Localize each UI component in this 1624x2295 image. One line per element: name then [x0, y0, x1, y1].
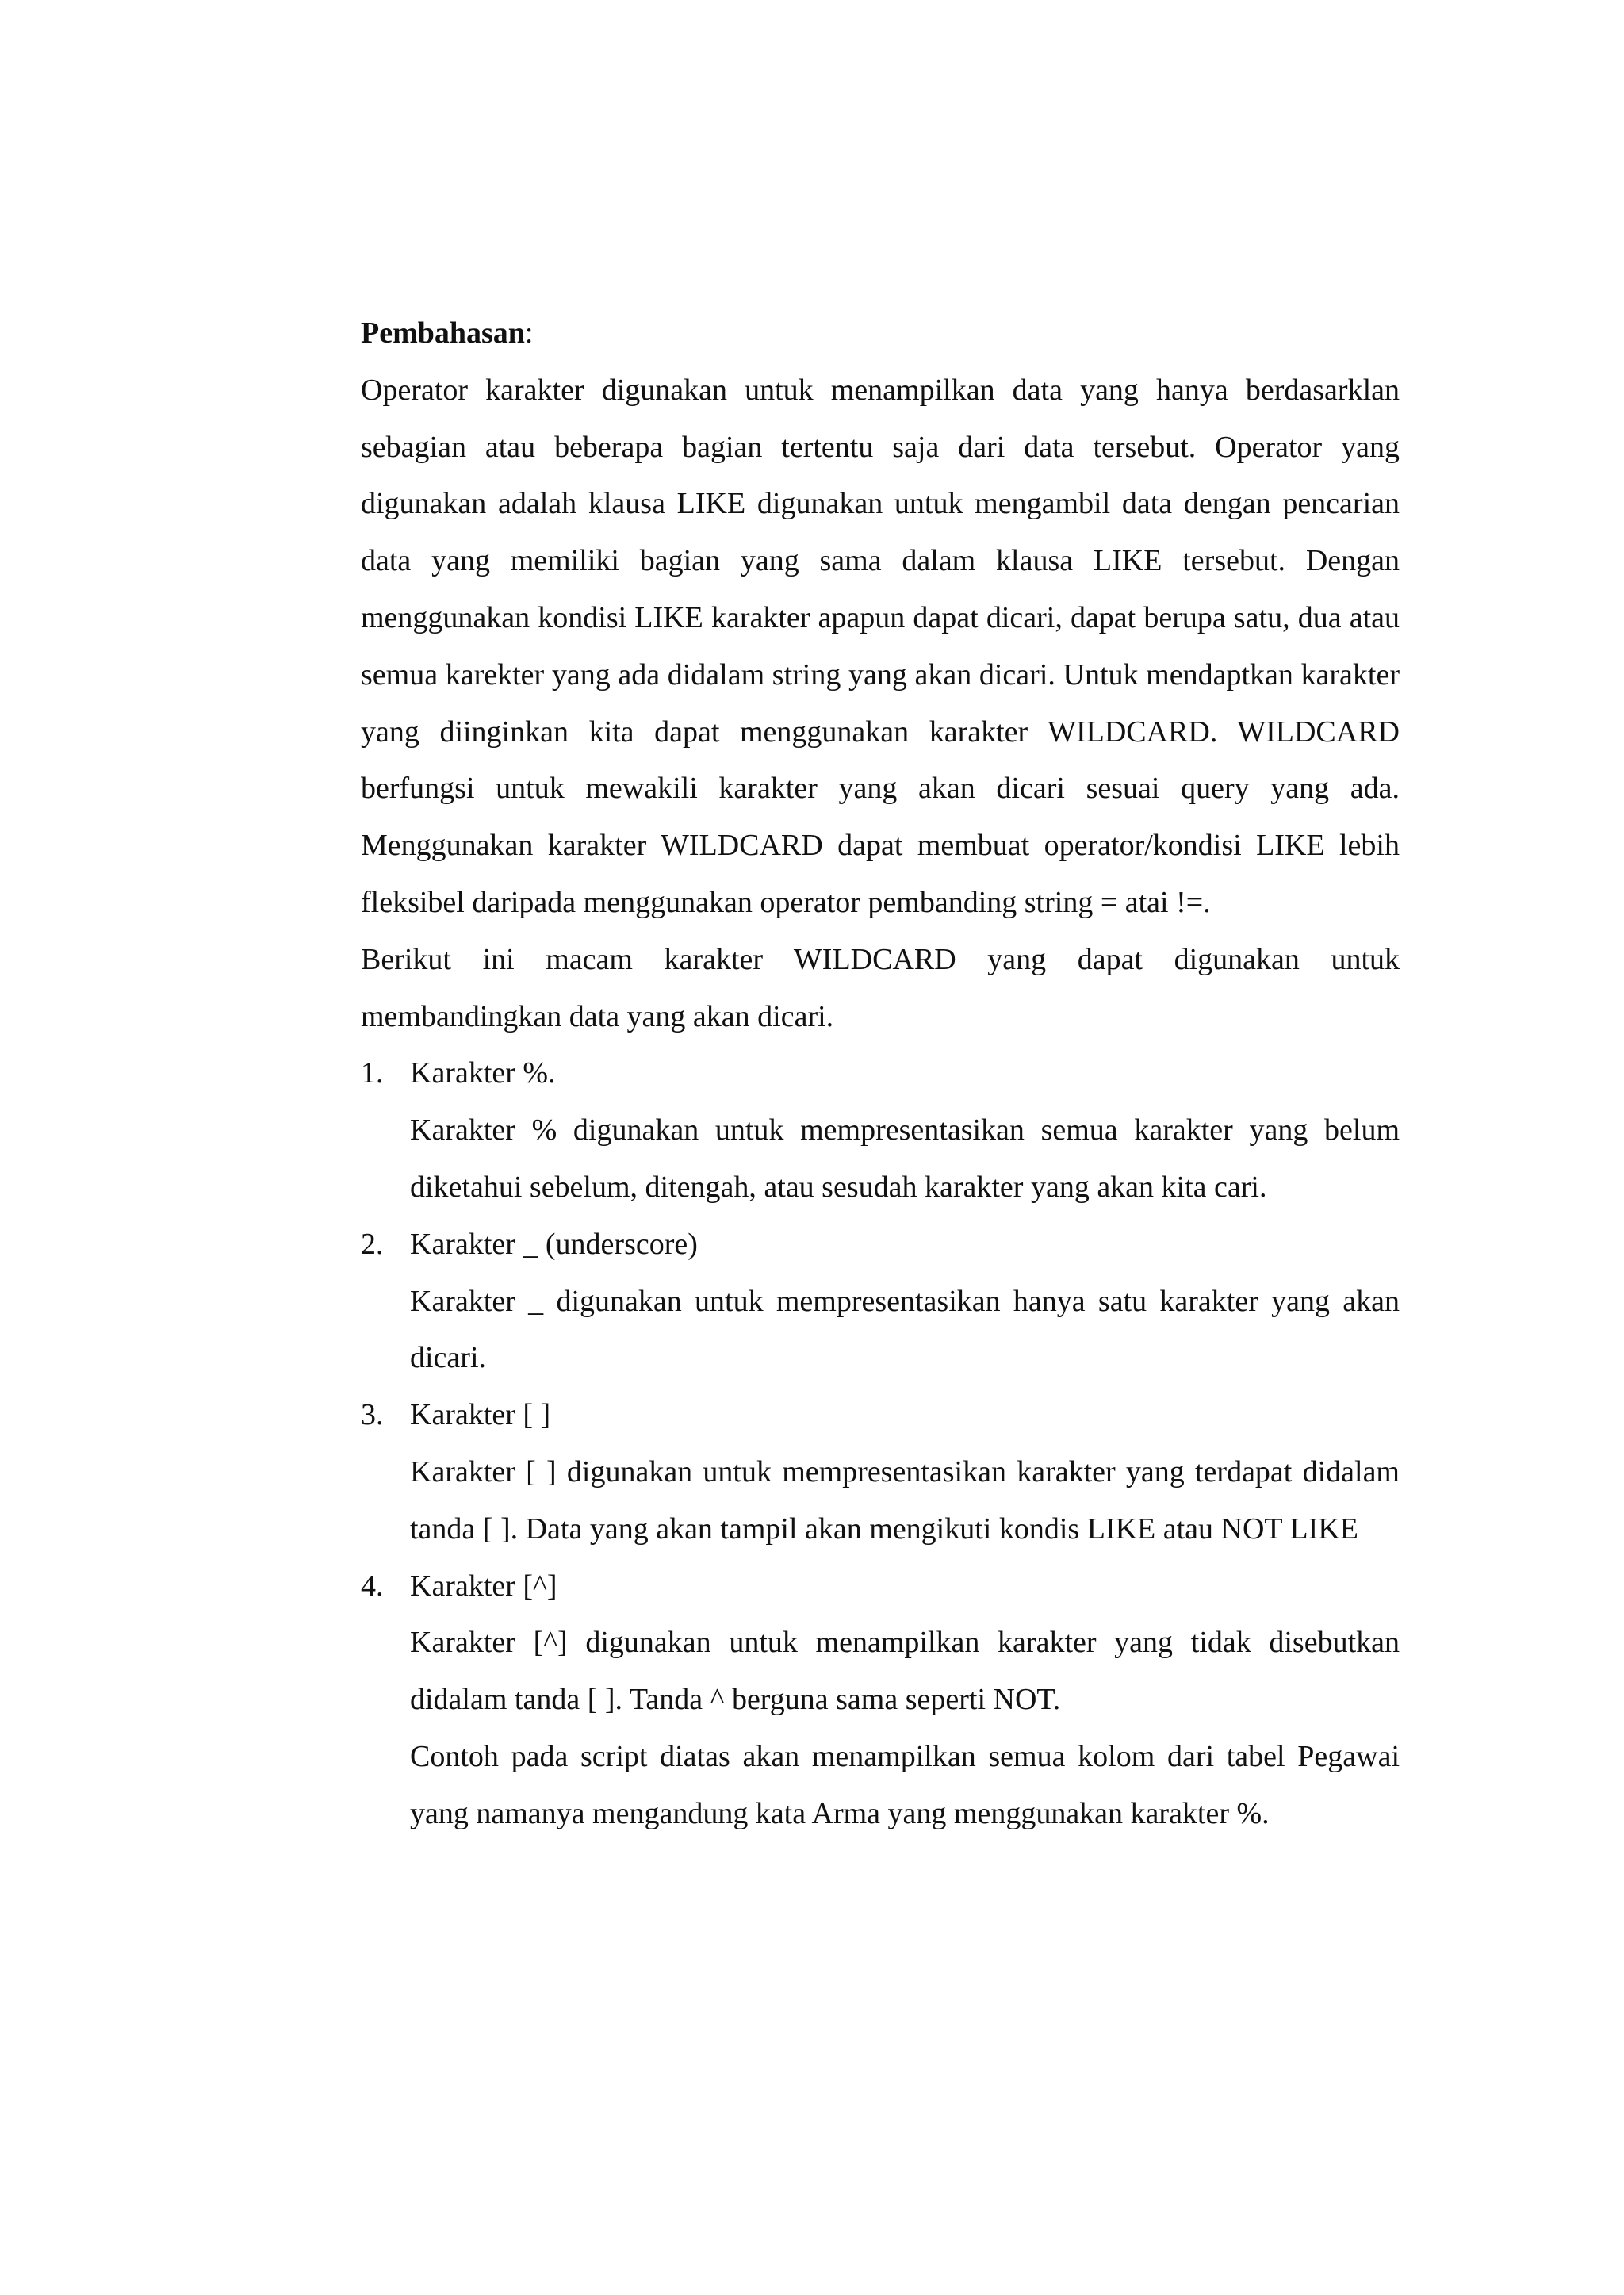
- list-item-number: 1.: [361, 1056, 384, 1090]
- list-item-title: Karakter [ ]: [410, 1398, 551, 1432]
- list-item-title: Karakter %.: [410, 1056, 556, 1090]
- list-item-description: Karakter [ ] digunakan untuk mempresentasikan karakter yang terdapat didalam tanda [ ]. Data yang akan tampil akan mengikuti kondis LIKE atau NOT LIKE: [410, 1454, 1400, 1546]
- list-item-example-note: Contoh pada script diatas akan menampilkan semua kolom dari tabel Pegawai yang namanya mengandung kata Arma yang menggunakan karakter %.: [410, 1739, 1400, 1830]
- list-item: [361, 1045, 1400, 1216]
- list-item-title: Karakter _ (underscore): [410, 1227, 698, 1261]
- intro-paragraph: Operator karakter digunakan untuk menampilkan data yang hanya berdasarklan sebagian atau beberapa bagian tertentu saja dari data tersebut. Operator yang digunakan adalah klausa LIKE digunakan untuk mengambil data dengan pencarian data yang memiliki bagian yang sama dalam klausa LIKE tersebut. Dengan menggunakan kondisi LIKE karakter apapun dapat dicari, dapat berupa satu, dua atau semua karekter yang ada didalam string yang akan dicari. Untuk mendaptkan karakter yang diinginkan kita dapat menggunakan karakter WILDCARD. WILDCARD berfungsi untuk mewakili karakter yang akan dicari sesuai query yang ada. Menggunakan karakter WILDCARD dapat membuat operator/kondisi LIKE lebih fleksibel daripada menggunakan operator pembanding string = atai !=.: [361, 373, 1400, 919]
- document-page: [361, 305, 1400, 1843]
- list-item-number: 3.: [361, 1398, 384, 1432]
- heading-text: Pembahasan: [361, 316, 525, 350]
- list-item-description: Karakter % digunakan untuk mempresentasikan semua karakter yang belum diketahui sebelum, ditengah, atau sesudah karakter yang akan kita cari.: [410, 1113, 1400, 1204]
- list-item-description: Karakter _ digunakan untuk mempresentasikan hanya satu karakter yang akan dicari.: [410, 1284, 1400, 1375]
- heading-colon: :: [524, 316, 534, 350]
- list-item-title: Karakter [^]: [410, 1569, 557, 1603]
- list-item: [361, 1216, 1400, 1387]
- list-intro-paragraph: Berikut ini macam karakter WILDCARD yang dapat digunakan untuk membandingkan data yang akan dicari.: [361, 942, 1400, 1033]
- wildcard-list: [361, 1045, 1400, 1842]
- list-item: [361, 1558, 1400, 1843]
- section-heading: [361, 305, 1400, 362]
- list-item-number: 4.: [361, 1569, 384, 1603]
- list-item: [361, 1387, 1400, 1557]
- list-item-number: 2.: [361, 1227, 384, 1261]
- list-item-description: Karakter [^] digunakan untuk menampilkan karakter yang tidak disebutkan didalam tanda [ ]. Tanda ^ berguna sama seperti NOT.: [410, 1626, 1400, 1717]
